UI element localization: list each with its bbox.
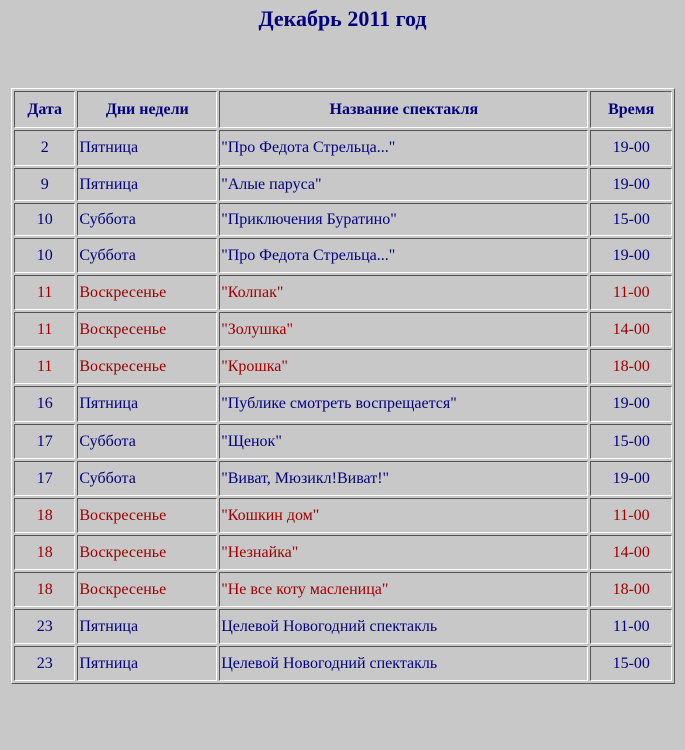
cell-date: 10 [14,238,75,273]
cell-day: Воскресенье [77,275,217,310]
cell-performance-name: "Про Федота Стрельца..." [219,238,588,273]
cell-day: Пятница [77,646,217,681]
cell-date: 11 [14,275,75,310]
header-date: Дата [14,91,75,128]
table-row [14,168,672,201]
cell-performance-name: "Приключения Буратино" [219,203,588,236]
table-row [14,203,672,236]
cell-day: Воскресенье [77,572,217,607]
table-row [14,498,672,533]
cell-performance-name: "Кошкин дом" [219,498,588,533]
cell-performance-name: "Алые паруса" [219,168,588,201]
cell-performance-name: "Публике смотреть воспрещается" [219,386,588,422]
cell-time: 19-00 [590,168,672,201]
header-name: Название спектакля [219,91,588,128]
cell-day: Воскресенье [77,349,217,384]
cell-date: 9 [14,168,75,201]
cell-performance-name: "Щенок" [219,424,588,459]
cell-date: 18 [14,572,75,607]
cell-day: Суббота [77,203,217,236]
cell-performance-name: "Крошка" [219,349,588,384]
cell-date: 18 [14,498,75,533]
cell-day: Суббота [77,424,217,459]
cell-time: 15-00 [590,646,672,681]
table-row [14,312,672,347]
table-row [14,130,672,166]
cell-time: 11-00 [590,609,672,644]
cell-performance-name: "Виват, Мюзикл!Виват!" [219,461,588,496]
cell-performance-name: "Не все коту масленица" [219,572,588,607]
cell-time: 11-00 [590,275,672,310]
cell-date: 10 [14,203,75,236]
cell-day: Пятница [77,609,217,644]
schedule-table [11,88,675,684]
cell-date: 11 [14,349,75,384]
cell-date: 18 [14,535,75,570]
cell-day: Пятница [77,168,217,201]
table-row [14,386,672,422]
table-row [14,572,672,607]
cell-performance-name: Целевой Новогодний спектакль [219,646,588,681]
cell-performance-name: Целевой Новогодний спектакль [219,609,588,644]
cell-date: 23 [14,609,75,644]
table-row [14,275,672,310]
header-day: Дни недели [77,91,217,128]
table-row [14,609,672,644]
cell-performance-name: "Про Федота Стрельца..." [219,130,588,166]
cell-date: 2 [14,130,75,166]
cell-day: Суббота [77,461,217,496]
cell-time: 19-00 [590,130,672,166]
table-header-row [14,91,672,128]
cell-day: Воскресенье [77,535,217,570]
table-row [14,349,672,384]
cell-time: 14-00 [590,312,672,347]
cell-day: Воскресенье [77,312,217,347]
cell-day: Суббота [77,238,217,273]
cell-performance-name: "Незнайка" [219,535,588,570]
cell-time: 19-00 [590,238,672,273]
cell-time: 15-00 [590,424,672,459]
cell-date: 16 [14,386,75,422]
cell-day: Пятница [77,386,217,422]
cell-performance-name: "Золушка" [219,312,588,347]
table-row [14,646,672,681]
header-time: Время [590,91,672,128]
table-row [14,535,672,570]
cell-time: 18-00 [590,572,672,607]
cell-time: 11-00 [590,498,672,533]
table-body [14,130,672,681]
cell-performance-name: "Колпак" [219,275,588,310]
cell-date: 17 [14,424,75,459]
cell-time: 19-00 [590,461,672,496]
cell-day: Пятница [77,130,217,166]
cell-time: 18-00 [590,349,672,384]
cell-date: 23 [14,646,75,681]
cell-time: 15-00 [590,203,672,236]
table-row [14,424,672,459]
cell-day: Воскресенье [77,498,217,533]
cell-date: 11 [14,312,75,347]
cell-date: 17 [14,461,75,496]
table-row [14,238,672,273]
cell-time: 14-00 [590,535,672,570]
cell-time: 19-00 [590,386,672,422]
page-title: Декабрь 2011 год [258,6,427,31]
table-row [14,461,672,496]
